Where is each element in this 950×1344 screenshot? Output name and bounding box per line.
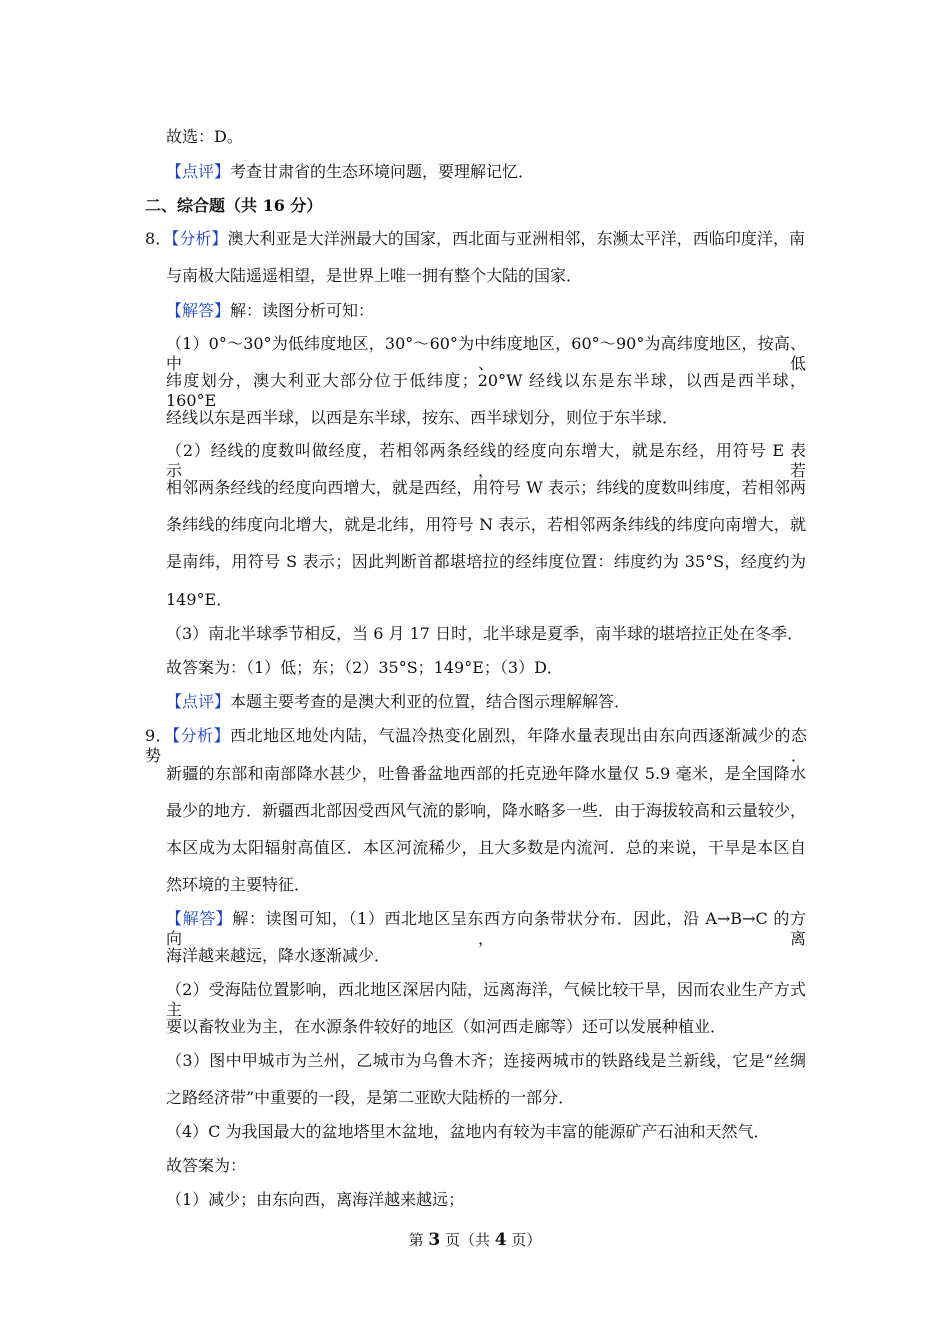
q8-answer-tag: 【解答】 [166, 301, 231, 320]
q8-p3: （3）南北半球季节相反，当 6 月 17 日时，北半球是夏季，南半球的堪培拉正处在冬季． [166, 624, 804, 643]
q8-comment-tag: 【点评】 [166, 692, 231, 711]
q9-final-answer: 故答案为： [166, 1156, 247, 1175]
footer-prefix: 第 [408, 1231, 429, 1249]
q9-analysis-tag: 【分析】 [172, 726, 231, 745]
q8-answer-intro [166, 301, 374, 321]
q9-p4: （4）C 为我国最大的盆地塔里木盆地，盆地内有较为丰富的能源矿产石油和天然气． [166, 1122, 770, 1141]
q9-answer-tag: 【解答】 [166, 909, 233, 928]
q8-analysis-line-2: 与南极大陆遥遥相望，是世界上唯一拥有整个大陆的国家． [166, 266, 583, 285]
page-footer [0, 1230, 950, 1250]
footer-mid: 页（共 [440, 1231, 495, 1249]
q9-p3-line-2: 之路经济带”中重要的一段，是第二亚欧大陆桥的一部分． [166, 1088, 575, 1107]
q8-p1-line-2: 纬度划分，澳大利亚大部分位于低纬度；20°W 经线以东是东半球，以西是西半球，160°E [166, 371, 806, 410]
q9-analysis-line-4: 本区成为太阳辐射高值区．本区河流稀少，且大多数是内流河．总的来说，干旱是本区自 [166, 838, 806, 857]
conclusion-line: 故选：D。 [166, 127, 243, 146]
q9-answer-line-1 [166, 909, 806, 949]
q9-number: 9． [145, 726, 173, 745]
q9-analysis-line-2: 新疆的东部和南部降水甚少，吐鲁番盆地西部的托克逊年降水量仅 5.9 毫米，是全国降水 [166, 764, 806, 783]
q8-p2-line-3: 条纬线的纬度向北增大，就是北纬，用符号 N 表示，若相邻两条纬线的纬度向南增大，就 [166, 515, 806, 534]
comment-text: 考查甘肃省的生态环境问题，要理解记忆． [230, 162, 535, 181]
q8-p1-line-3: 经线以东是西半球，以西是东半球，按东、西半球划分，则位于东半球． [166, 408, 679, 427]
q9-analysis-text-1: 西北地区地处内陆，气温冷热变化剧烈，年降水量表现出由东向西逐渐减少的态势． [145, 726, 807, 765]
comment-line [166, 162, 534, 182]
q8-answer-intro-text: 解：读图分析可知： [230, 301, 375, 320]
q9-analysis-line-5: 然环境的主要特征． [166, 875, 311, 894]
q8-analysis-text-1: 澳大利亚是大洋洲最大的国家，西北面与亚洲相邻，东濒太平洋，西临印度洋，南 [227, 229, 805, 248]
footer-page-number: 3 [428, 1230, 441, 1250]
q8-final-answer: 故答案为：（1）低；东；（2）35°S；149°E；（3）D． [166, 658, 563, 677]
q8-p2-line-1: （2）经线的度数叫做经度，若相邻两条经线的经度向东增大，就是东经，用符号 E 表示，若 [166, 441, 806, 480]
q9-analysis-line-1 [145, 726, 807, 766]
q9-p3-line-1: （3）图中甲城市为兰州，乙城市为乌鲁木齐；连接两城市的铁路线是兰新线，它是“丝绸 [166, 1051, 806, 1070]
q9-analysis-line-3: 最少的地方．新疆西北部因受西风气流的影响，降水略多一些．由于海拔较高和云量较少， [166, 801, 807, 820]
q8-p2-line-4: 是南纬，用符号 S 表示；因此判断首都堪培拉的经纬度位置：纬度约为 35°S，经度约为 [166, 552, 806, 571]
q8-p2-line-5: 149°E． [166, 590, 233, 609]
q8-p1-line-1: （1）0°～30°为低纬度地区，30°～60°为中纬度地区，60°～90°为高纬度地区，按高、中、低 [166, 334, 806, 373]
q8-comment-text: 本题主要考查的是澳大利亚的位置，结合图示理解解答． [230, 692, 631, 711]
q8-analysis-tag: 【分析】 [171, 229, 228, 248]
q9-answer-line-2: 海洋越来越远，降水逐渐减少． [166, 946, 391, 965]
q8-analysis-line-1 [145, 229, 805, 249]
comment-tag: 【点评】 [166, 162, 231, 181]
q9-p2-line-2: 要以畜牧业为主，在水源条件较好的地区（如河西走廊等）还可以发展种植业． [166, 1017, 727, 1036]
q8-number: 8． [145, 229, 172, 248]
section-title: 二、综合题（共 16 分） [145, 196, 323, 215]
q8-p2-line-2: 相邻两条经线的经度向西增大，就是西经，用符号 W 表示；纬线的度数叫纬度，若相邻两 [166, 478, 806, 497]
q9-p2-line-1: （2）受海陆位置影响，西北地区深居内陆，远离海洋，气候比较干旱，因而农业生产方式主 [166, 980, 806, 1019]
q8-comment [166, 692, 630, 712]
q9-final-answer-1: （1）减少；由东向西，离海洋越来越远； [166, 1190, 465, 1209]
q9-answer-text-1: 解：读图可知，（1）西北地区呈东西方向条带状分布．因此，沿 A→B→C 的方向，离 [166, 909, 806, 948]
footer-suffix: 页） [506, 1231, 542, 1249]
footer-total-pages: 4 [494, 1230, 507, 1250]
